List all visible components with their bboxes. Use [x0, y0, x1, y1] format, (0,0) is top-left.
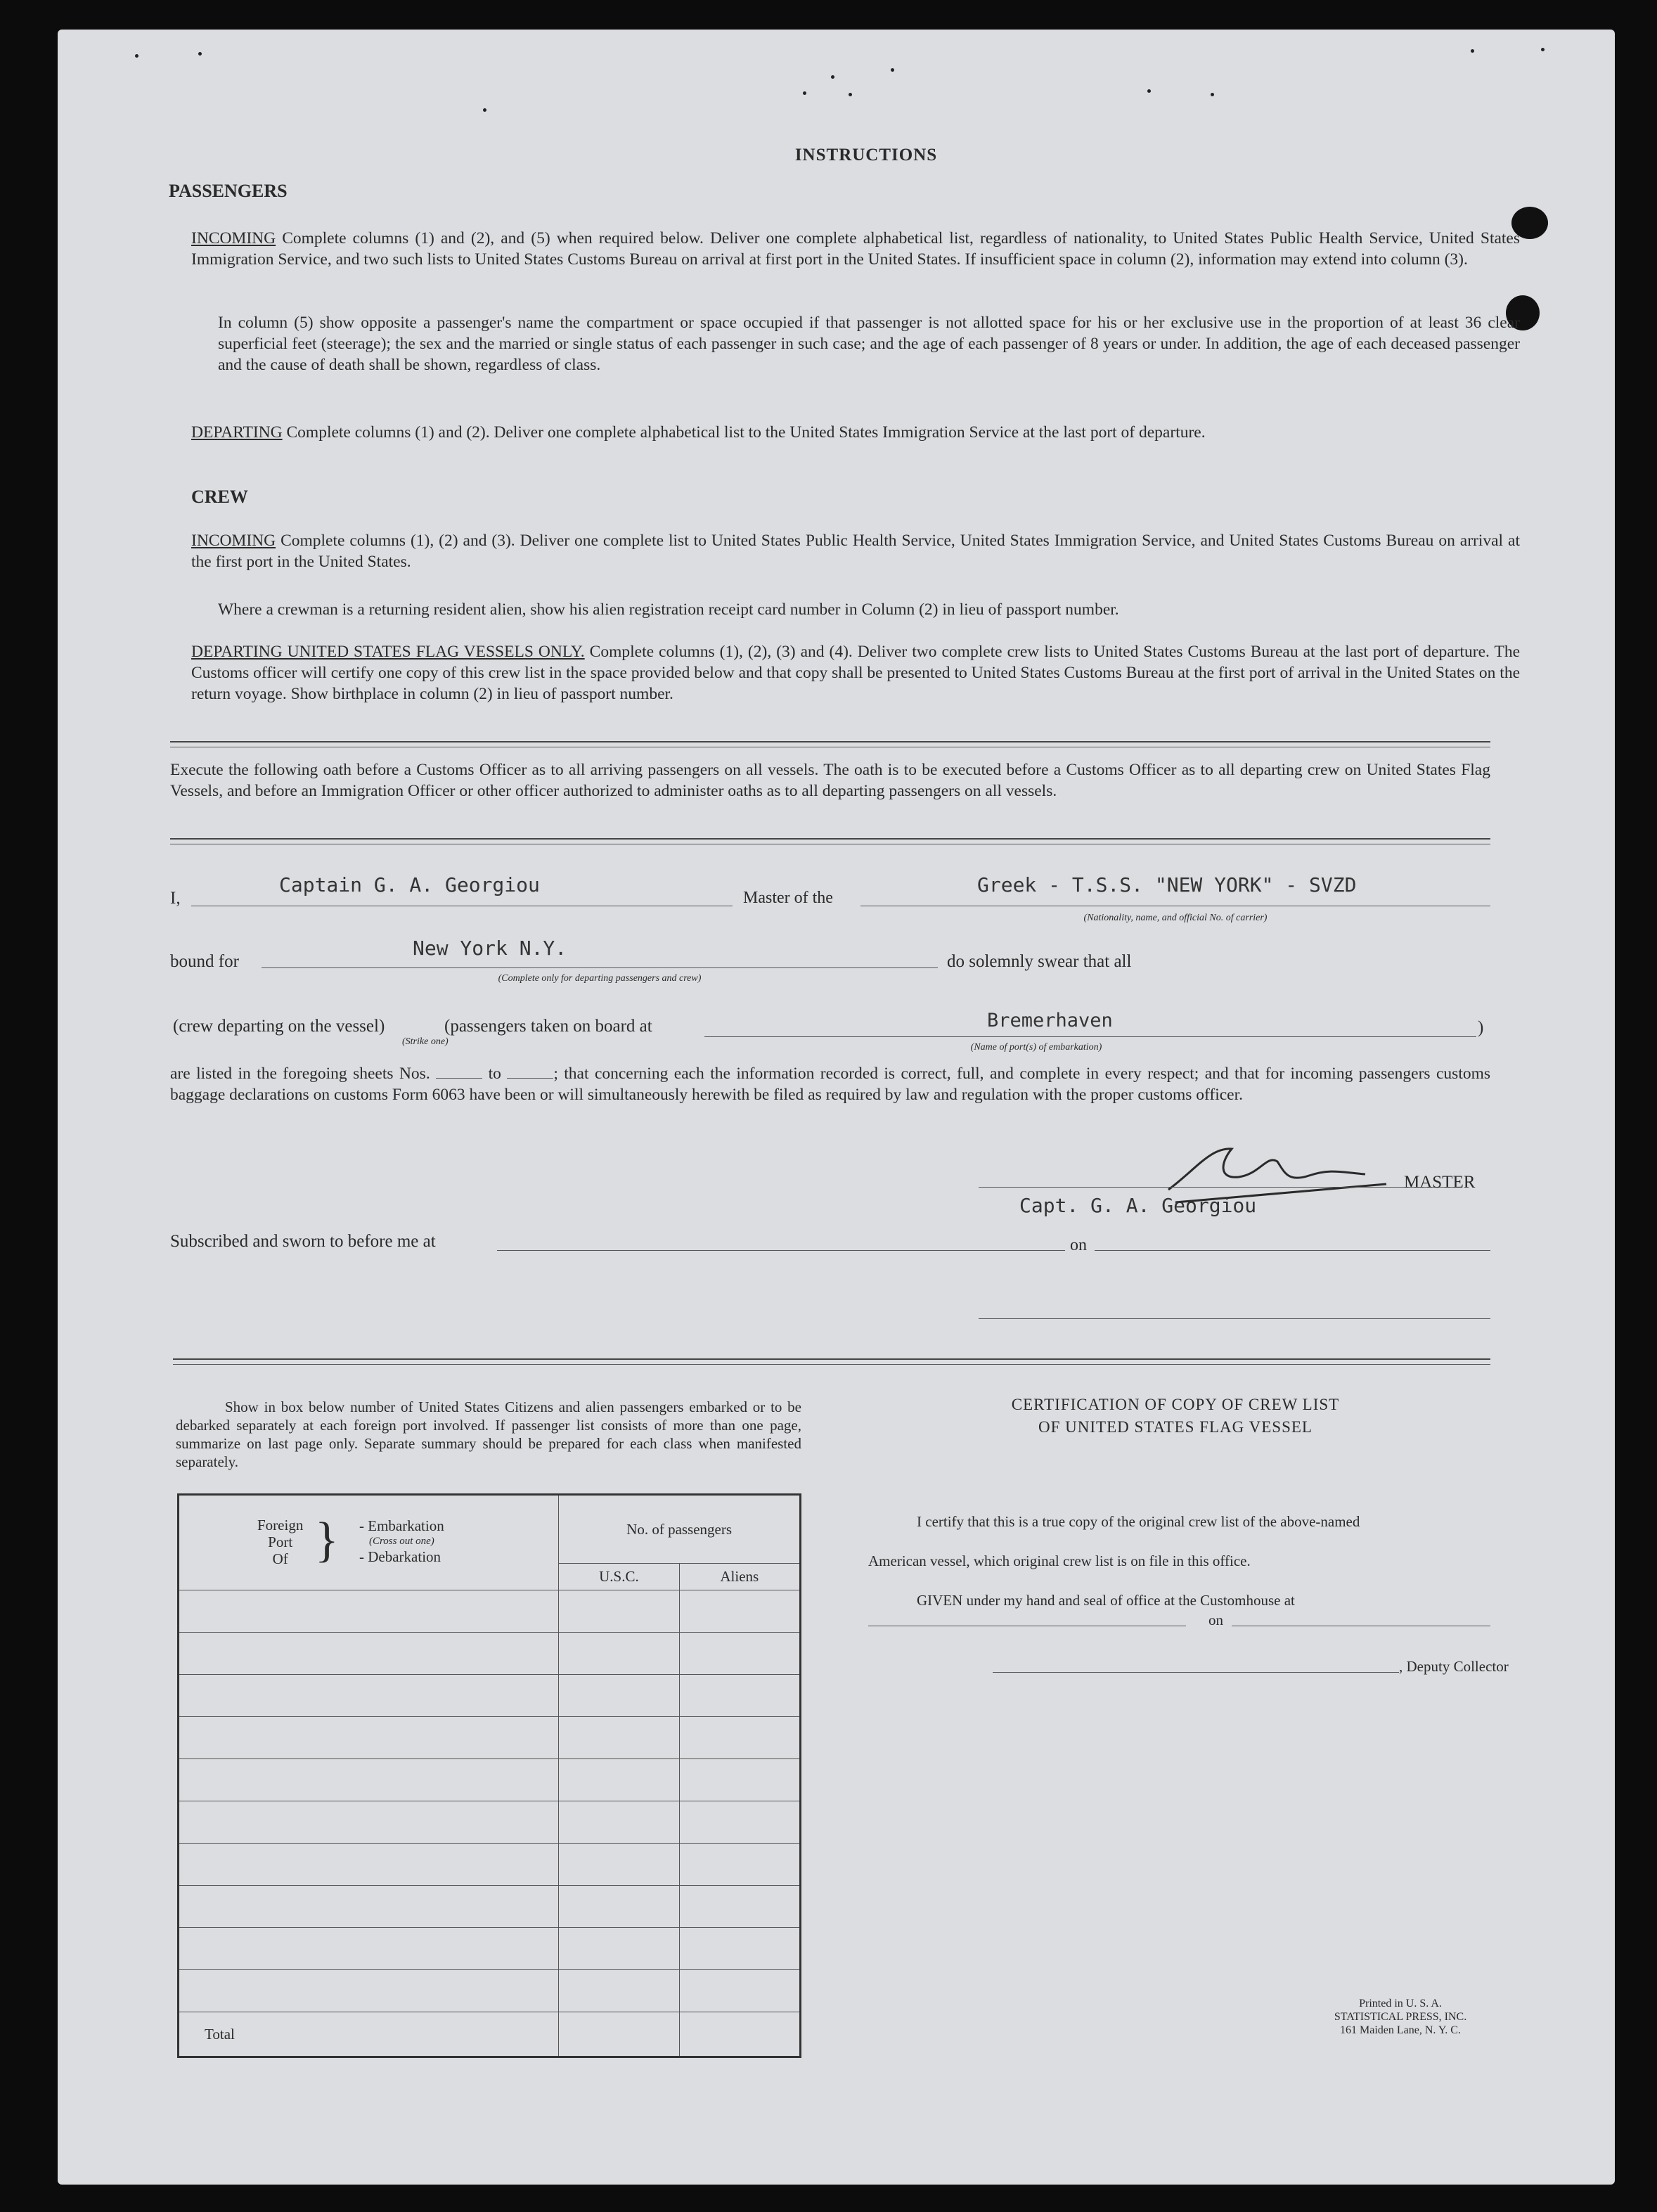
- port-cell[interactable]: [179, 1675, 559, 1717]
- aliens-cell[interactable]: [679, 1886, 800, 1928]
- usc-cell[interactable]: [559, 1928, 679, 1970]
- certify-text: I certify that this is a true copy of the original crew list of the above-named: [917, 1513, 1360, 1530]
- table-row: [179, 1590, 801, 1633]
- column5-paragraph: In column (5) show opposite a passenger's name the compartment or space occupied if that passenger is not allotted space for his or her exclusive use in the proportion of at least 36 clear superficial feet (steerage); the sex and the married or single status of each passenger in such case; and the age of each passenger of 8 years or under. In addition, the age of each deceased passenger and the cause of death shall be shown, regardless of class.: [218, 314, 1520, 374]
- crew-incoming-label: INCOMING: [191, 532, 276, 550]
- divider: [173, 1364, 1490, 1365]
- num-passengers-header: No. of passengers: [559, 1495, 801, 1564]
- crewman-paragraph: Where a crewman is a returning resident alien, show his alien registration receipt card number in Column (2) in lieu of passport number.: [218, 600, 1119, 619]
- departing-flag-label: DEPARTING UNITED STATES FLAG VESSELS ONLY.: [191, 643, 585, 661]
- master-of-label: Master of the: [743, 889, 833, 907]
- divider: [170, 838, 1490, 840]
- aliens-cell[interactable]: [679, 1759, 800, 1801]
- oath-execute-paragraph: Execute the following oath before a Customs Officer as to all arriving passengers on all vessels. The oath is to be executed before a Customs Officer as to all departing crew on United States Flag Vessels, and before an Immigration Officer or other officer authorized to administer oaths as to all departing passengers on all vessels.: [170, 761, 1490, 800]
- crew-incoming-text: Complete columns (1), (2) and (3). Deliver one complete list to United States Public Health Service, United States Immigration Service, and United States Customs Bureau on arrival at the first port in the United States.: [191, 532, 1520, 571]
- bound-for-caption: (Complete only for departing passengers and crew): [498, 973, 702, 984]
- port-cell[interactable]: [179, 1928, 559, 1970]
- port-value: Bremerhaven: [987, 1010, 1113, 1031]
- listed-text-2: ; that concerning each the information recorded is correct, full, and complete in every respect; and that for incoming passengers customs baggage declarations on customs Form 6063 have been or will simultaneously herewith be filed as required by law and regulation with the proper customs officer.: [170, 1065, 1491, 1104]
- deputy-collector-label: , Deputy Collector: [1399, 1658, 1509, 1675]
- aliens-cell[interactable]: [679, 1675, 800, 1717]
- port-line: [704, 1036, 1476, 1037]
- passengers-heading: PASSENGERS: [169, 181, 288, 201]
- aliens-cell[interactable]: [679, 1590, 800, 1633]
- departing-text: Complete columns (1) and (2). Deliver one complete alphabetical list to the United States Immigration Service at the last port of departure.: [286, 423, 1206, 442]
- usc-cell[interactable]: [559, 1590, 679, 1633]
- usc-cell[interactable]: [559, 1675, 679, 1717]
- subscribed-date-line: [1095, 1250, 1490, 1251]
- vessel-value: Greek - T.S.S. "NEW YORK" - SVZD: [977, 873, 1357, 896]
- brace: }: [315, 1513, 339, 1567]
- speck: [1541, 48, 1545, 51]
- speck: [483, 108, 486, 112]
- usc-cell[interactable]: [559, 1759, 679, 1801]
- subscribed-label: Subscribed and sworn to before me at: [170, 1232, 436, 1251]
- table-row: [179, 1844, 801, 1886]
- port-cell[interactable]: [179, 1801, 559, 1844]
- speck: [849, 93, 852, 96]
- total-row: [179, 2012, 801, 2057]
- officer-signature-line: [979, 1318, 1490, 1319]
- swear-label: do solemnly swear that all: [947, 952, 1132, 971]
- incoming-text: Complete columns (1) and (2), and (5) when required below. Deliver one complete alphabetical list, regardless of nationality, to United States Public Health Service, United States Immigration Service, and two such lists to United States Customs Bureau on arrival at first port in the United States. If insufficient space in column (2), information may extend into column (3).: [191, 229, 1521, 269]
- certification-title-line2: OF UNITED STATES FLAG VESSEL: [1038, 1418, 1313, 1436]
- speck: [198, 52, 202, 56]
- speck: [135, 54, 138, 58]
- foreign-port-header: [179, 1495, 559, 1590]
- bound-for-value: New York N.Y.: [413, 937, 567, 960]
- listed-to: to: [488, 1065, 501, 1083]
- certify-text-2: American vessel, which original crew list is on file in this office.: [868, 1552, 1251, 1569]
- usc-cell[interactable]: [559, 1633, 679, 1675]
- passengers-taken-label: (passengers taken on board at: [444, 1017, 652, 1036]
- embarkation-label: - Embarkation: [359, 1517, 444, 1534]
- printer-line2: STATISTICAL PRESS, INC.: [1334, 2011, 1467, 2023]
- speck: [891, 68, 894, 72]
- table-row: [179, 1801, 801, 1844]
- aliens-cell[interactable]: [679, 1928, 800, 1970]
- aliens-total-cell[interactable]: [679, 2012, 800, 2057]
- divider: [170, 741, 1490, 742]
- divider: [173, 1358, 1490, 1360]
- usc-cell[interactable]: [559, 1717, 679, 1759]
- strike-caption: (Strike one): [402, 1036, 449, 1047]
- aliens-cell[interactable]: [679, 1633, 800, 1675]
- table-row: [179, 1675, 801, 1717]
- table-row: [179, 1886, 801, 1928]
- usc-total-cell[interactable]: [559, 2012, 679, 2057]
- port-caption: (Name of port(s) of embarkation): [970, 1042, 1102, 1053]
- debarkation-label: - Debarkation: [359, 1548, 441, 1565]
- cross-out-caption: (Cross out one): [369, 1536, 434, 1547]
- certification-title-line1: CERTIFICATION OF COPY OF CREW LIST: [1011, 1396, 1340, 1413]
- given-text: GIVEN under my hand and seal of office at the Customhouse at: [917, 1592, 1295, 1609]
- aliens-header: Aliens: [679, 1564, 800, 1590]
- speck: [1471, 49, 1474, 53]
- table-row: [179, 1970, 801, 2012]
- departing-label: DEPARTING: [191, 423, 283, 442]
- i-label: I,: [170, 889, 181, 908]
- table-row: [179, 1717, 801, 1759]
- cert-on-label: on: [1208, 1612, 1223, 1628]
- form-page: [58, 30, 1615, 2185]
- listed-paragraph: [170, 1063, 1490, 1105]
- port-cell[interactable]: [179, 1759, 559, 1801]
- passengers-incoming-paragraph: [191, 228, 1520, 270]
- port-cell[interactable]: [179, 1970, 559, 2012]
- total-label: Total: [179, 2012, 559, 2057]
- aliens-cell[interactable]: [679, 1970, 800, 2012]
- sheet-to-field[interactable]: [507, 1078, 553, 1079]
- printer-line1: Printed in U. S. A.: [1359, 1998, 1442, 2010]
- printer-imprint: [1267, 1997, 1534, 2037]
- speck: [831, 75, 834, 79]
- speck: [803, 91, 806, 95]
- passenger-summary-table: [177, 1493, 801, 2058]
- summary-instructions: Show in box below number of United States Citizens and alien passengers embarked or to be debarked separately at each foreign port involved. If passenger list consists of more than one page, summarize on last page only. Separate summary should be prepared for each class when manifested separately.: [176, 1398, 801, 1470]
- departing-flag-paragraph: [191, 641, 1520, 705]
- bound-for-label: bound for: [170, 952, 239, 971]
- port-cell[interactable]: [179, 1844, 559, 1886]
- speck: [1211, 93, 1214, 96]
- foreign-port-label: Foreign Port Of: [257, 1517, 304, 1567]
- master-name-value: Captain G. A. Georgiou: [279, 873, 540, 896]
- aliens-cell[interactable]: [679, 1801, 800, 1844]
- port-cell[interactable]: [179, 1633, 559, 1675]
- embark-debark-labels: [359, 1518, 444, 1564]
- signature-typed: Capt. G. A. Georgiou: [1019, 1194, 1257, 1217]
- table-row: [179, 1633, 801, 1675]
- vessel-caption: (Nationality, name, and official No. of carrier): [1083, 913, 1268, 923]
- crew-departing-label: (crew departing on the vessel): [173, 1017, 385, 1036]
- sheet-from-field[interactable]: [436, 1078, 482, 1079]
- port-cell[interactable]: [179, 1717, 559, 1759]
- on-label: on: [1070, 1236, 1087, 1254]
- close-paren: ): [1478, 1018, 1484, 1037]
- incoming-label: INCOMING: [191, 229, 276, 247]
- instructions-title: INSTRUCTIONS: [794, 146, 938, 165]
- deputy-signature-line: [993, 1672, 1399, 1673]
- usc-cell[interactable]: [559, 1801, 679, 1844]
- table-row: [179, 1928, 801, 1970]
- usc-header: U.S.C.: [559, 1564, 679, 1590]
- crew-incoming-paragraph: [191, 530, 1520, 572]
- bound-for-line: [262, 967, 938, 968]
- certification-title: [887, 1394, 1464, 1439]
- aliens-cell[interactable]: [679, 1844, 800, 1886]
- crew-heading: CREW: [191, 487, 248, 507]
- port-cell[interactable]: [179, 1886, 559, 1928]
- subscribed-place-line: [497, 1250, 1065, 1251]
- table-row: [179, 1759, 801, 1801]
- departing-flag-text: Complete columns (1), (2), (3) and (4). Deliver two complete crew lists to United States Customs Bureau at the last port of departure. The Customs officer will certify one copy of this crew list in the space provided below and that copy shall be presented to United States Customs Bureau at the first port of arrival in the United States on the return voyage. Show birthplace in column (2) in lieu of passport number.: [191, 643, 1521, 703]
- printer-line3: 161 Maiden Lane, N. Y. C.: [1340, 2024, 1461, 2036]
- aliens-cell[interactable]: [679, 1717, 800, 1759]
- usc-cell[interactable]: [559, 1844, 679, 1886]
- usc-cell[interactable]: [559, 1886, 679, 1928]
- master-signature-line: [979, 1187, 1460, 1188]
- passengers-departing-paragraph: [191, 422, 1520, 443]
- master-label: MASTER: [1404, 1173, 1476, 1192]
- listed-text-1: are listed in the foregoing sheets Nos.: [170, 1065, 430, 1083]
- speck: [1147, 89, 1151, 93]
- usc-cell[interactable]: [559, 1970, 679, 2012]
- port-cell[interactable]: [179, 1590, 559, 1633]
